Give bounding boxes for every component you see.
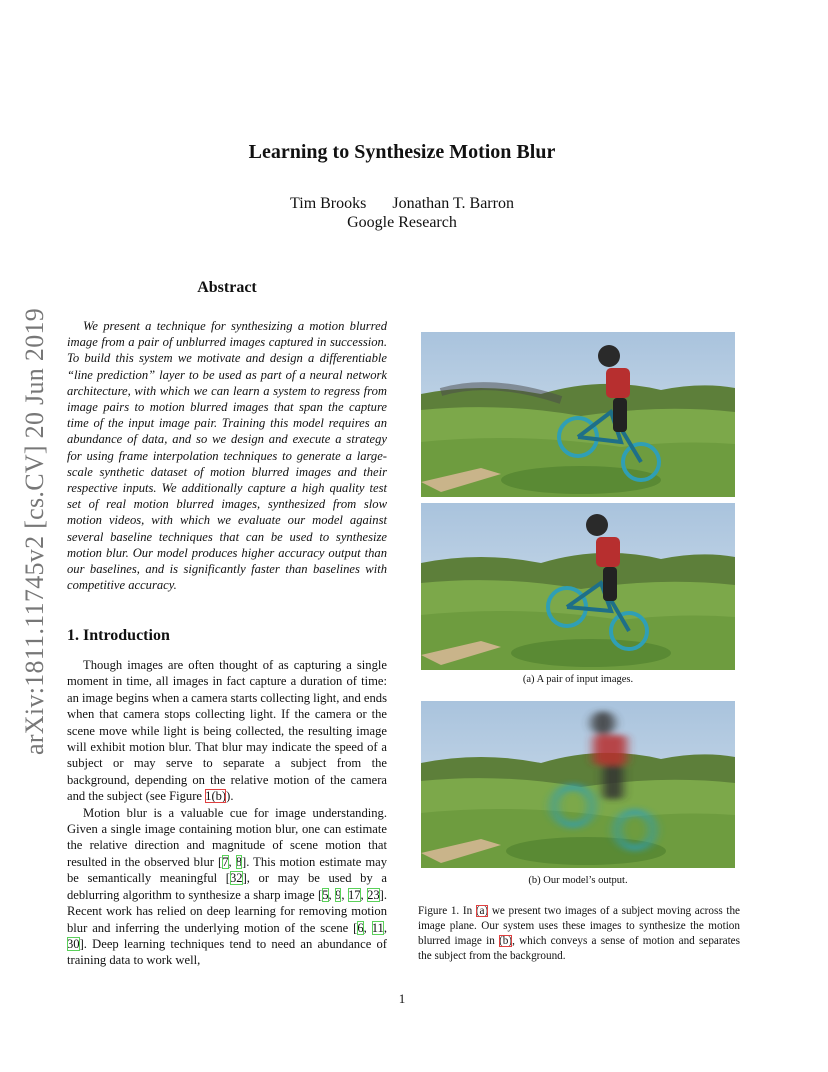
figure-caption: Figure 1. In (a) we present two images of a subject moving across the image plane. Our system uses these images to synthesize the motion blurred image in (b), which conveys a sense of motion and separates the subject from the background.: [418, 905, 740, 962]
paragraph: Motion blur is a valuable cue for image understanding. Given a single image containing motion blur, one can estimate the relative direction and magnitude of scene motion that resulted in the observed blur [7, 8]. This motion estimate may be semantically meaningful [32], or may be used by a deblurring algorithm to synthesize a sharp image [5, 9, 17, 23]. Recent work has relied on deep learning for removing motion blur and inferring the underlying motion of the scene [6, 11, 30]. Deep learning techniques tend to need an abundance of training data to work well,: [67, 805, 388, 968]
citation-link[interactable]: 32: [229, 871, 243, 886]
citation-link[interactable]: 30: [67, 936, 80, 951]
input-photo-1: [421, 332, 735, 497]
figure-link[interactable]: 1(b): [205, 789, 227, 804]
paper-title: Learning to Synthesize Motion Blur: [248, 141, 556, 163]
arxiv-watermark: arXiv:1811.11745v2 [cs.CV] 20 Jun 2019: [20, 307, 49, 755]
citation-link[interactable]: 6: [357, 920, 364, 935]
abstract-text: We present a technique for synthesizing a motion blurred image from a pair of unblurred images captured in succession. To build this system we motivate and design a differentiable “line prediction” layer to be used as part of a neural network architecture, with which we can learn a system to regress from image pairs to motion blurred images that span the capture time of the input image pair. Training this model requires an abundance of data, and so we design and execute a strategy for using frame interpolation techniques to generate a large-scale synthetic dataset of motion blurred images and their respective inputs. We additionally capture a high quality test set of real motion blurred images, synthesized from slow motion videos, with which we evaluate our model against several baseline techniques that can be used to synthesize motion blur. Our model produces higher accuracy output than our baselines, and is significantly faster than baselines with competitive accuracy.: [67, 319, 387, 593]
page-number: 1: [398, 991, 406, 1006]
subfigure-caption: (b) Our model’s output.: [528, 875, 628, 886]
figure-link[interactable]: (a): [475, 905, 489, 917]
section-heading: 1. Introduction: [67, 627, 170, 644]
intro-body: [67, 657, 387, 969]
citation-link[interactable]: 8: [235, 854, 242, 869]
abstract-heading: Abstract: [197, 279, 257, 296]
citation-link[interactable]: 7: [222, 854, 229, 869]
subfigure-caption: (a) A pair of input images.: [522, 674, 634, 685]
citation-link[interactable]: 9: [335, 887, 342, 902]
input-photo-2: [421, 503, 735, 670]
citation-link[interactable]: 17: [347, 887, 361, 902]
citation-link[interactable]: 23: [367, 887, 380, 902]
author-name: Tim Brooks: [290, 195, 367, 212]
output-photo-blurred: [421, 701, 735, 868]
author-list: [0, 195, 804, 213]
author-name: Jonathan T. Barron: [392, 195, 514, 212]
citation-link[interactable]: 11: [371, 920, 384, 935]
affiliation: Google Research: [347, 214, 457, 231]
paragraph: Though images are often thought of as capturing a single moment in time, all images in fact capture a duration of time: an image begins when a camera starts collecting light, and ends when that camera stops collecting light. If the camera or the scene move while light is being collected, the resulting image will exhibit motion blur. That blur may indicate the speed of a subject or may serve to separate a subject from the background, depending on the relative motion of the camera and the subject (see Figure 1(b)).: [67, 658, 387, 804]
figure-link[interactable]: (b): [499, 935, 513, 947]
citation-link[interactable]: 5: [322, 887, 329, 902]
